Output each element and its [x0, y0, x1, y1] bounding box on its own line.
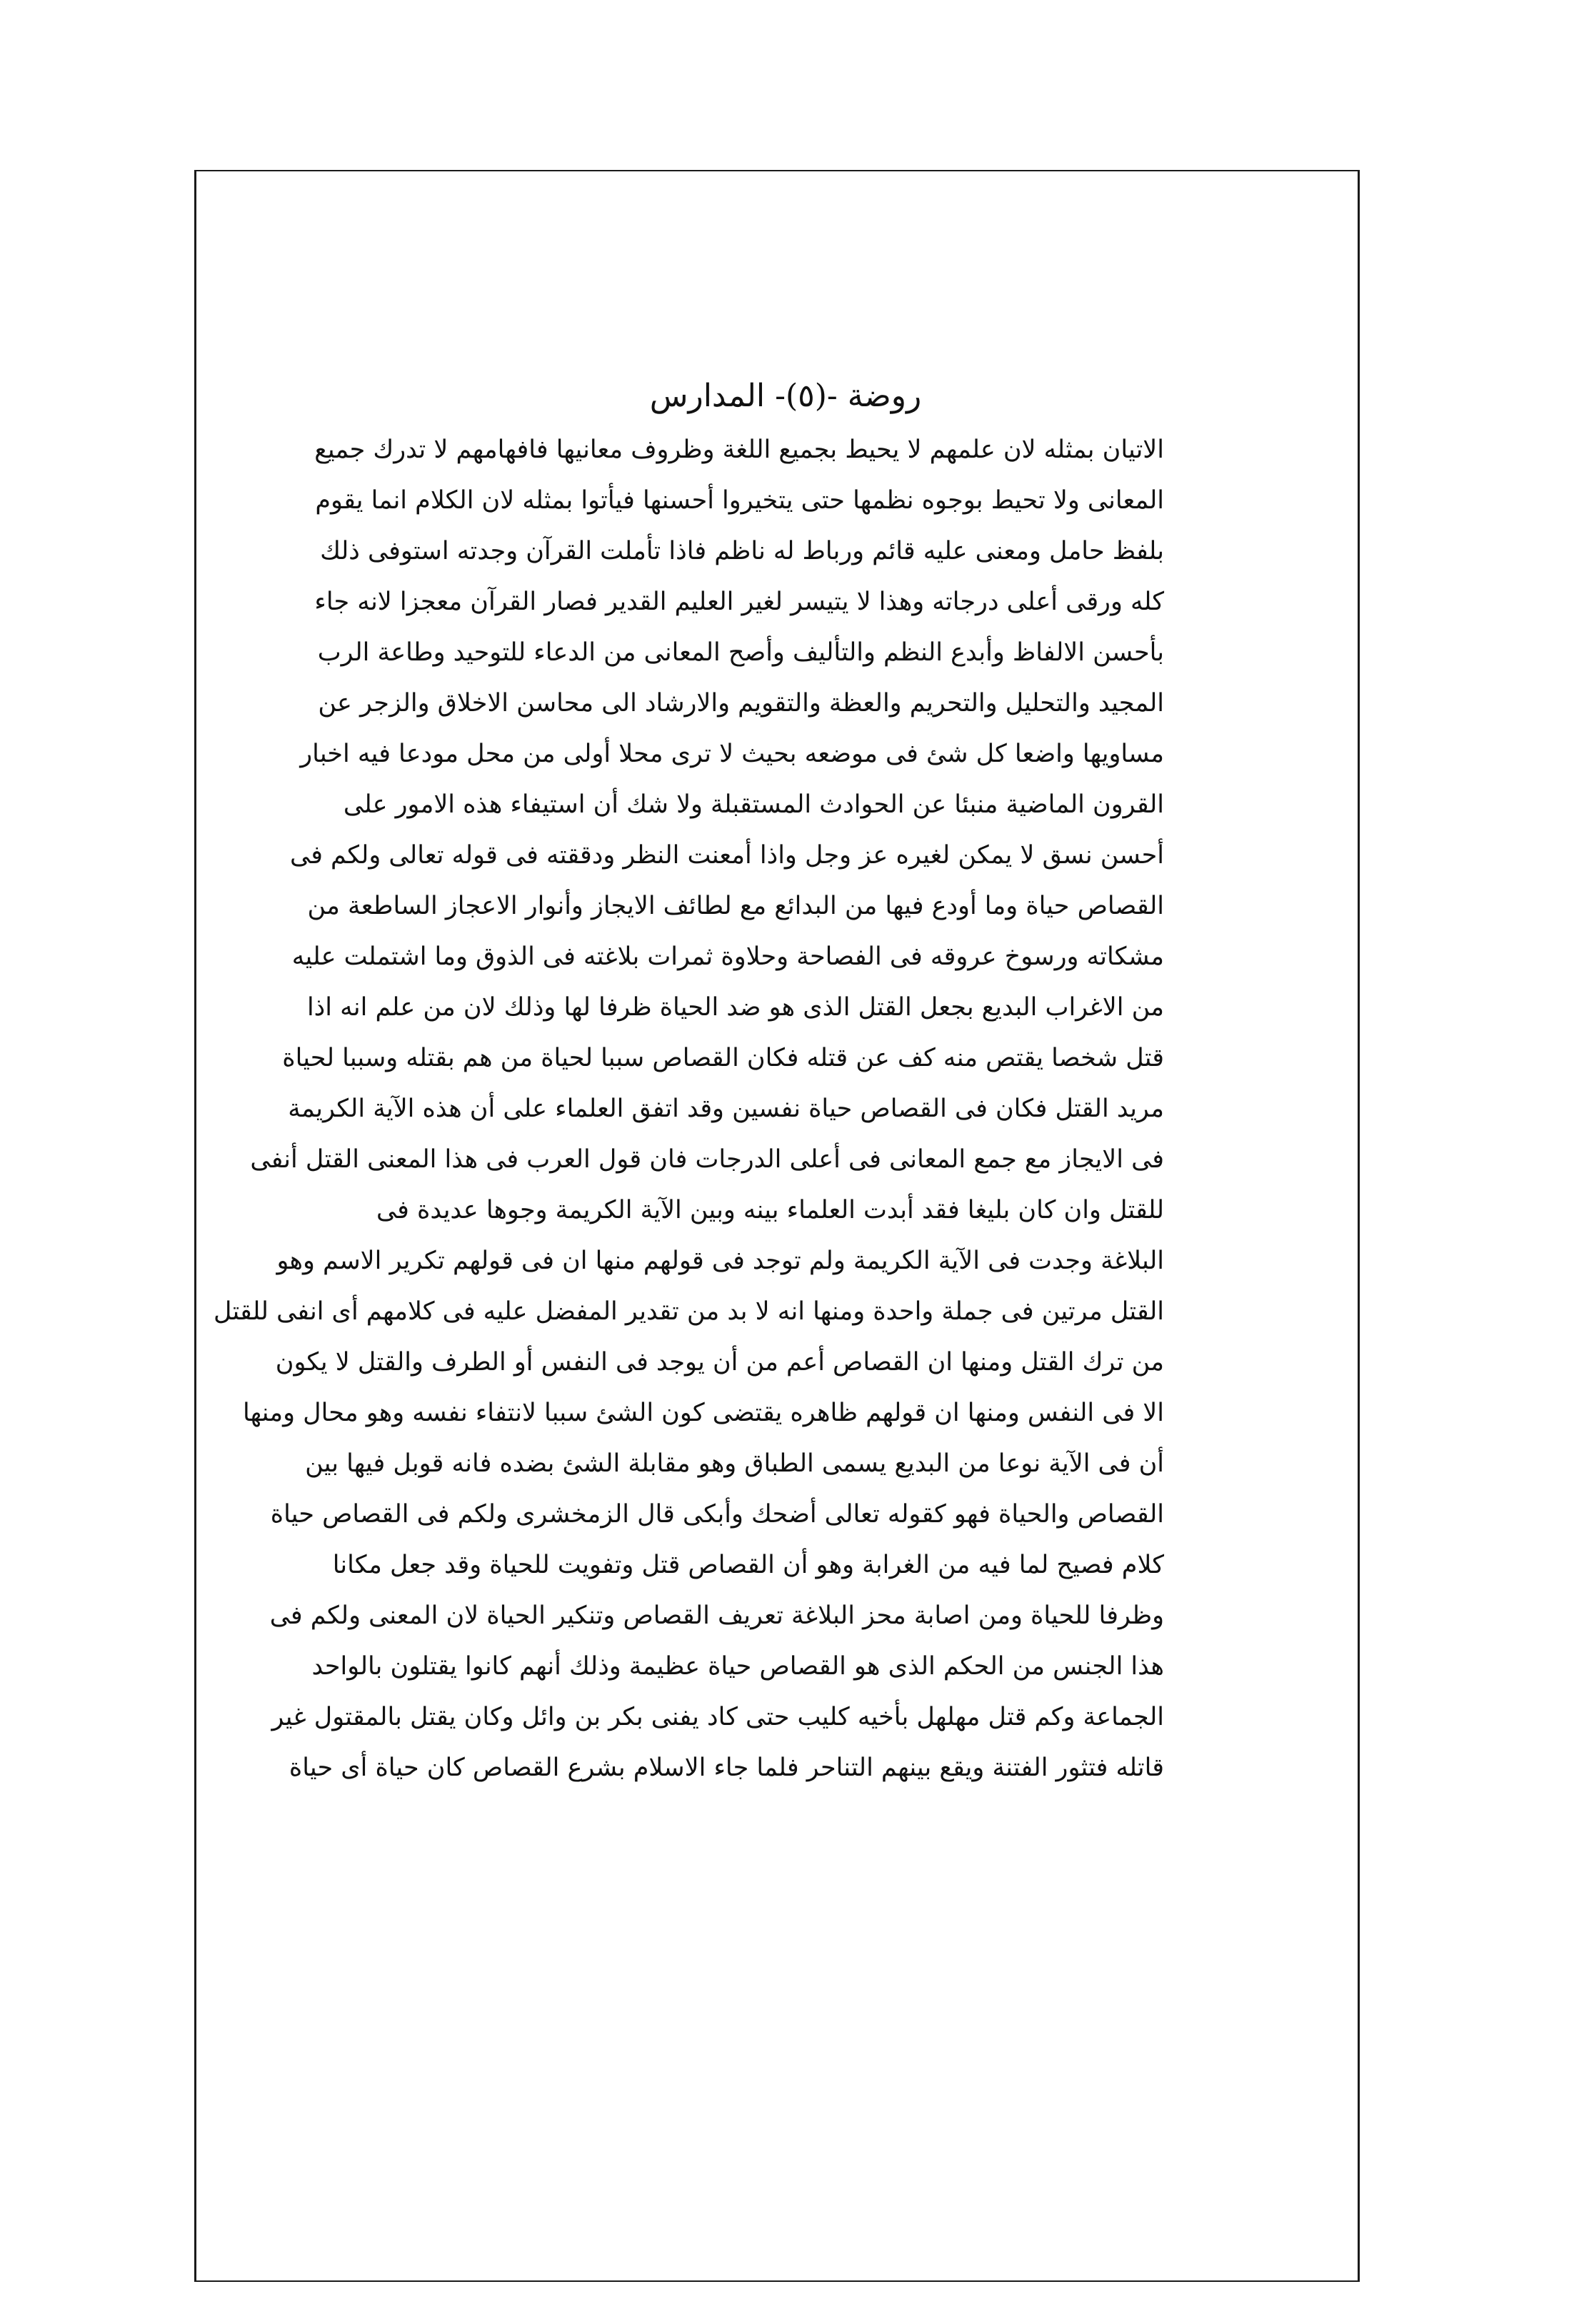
page-header: روضة -(٥)- المدارس	[649, 378, 922, 414]
text-line: الا فى النفس ومنها ان قولهم ظاهره يقتضى كون الشئ سببا لانتفاء نفسه وهو محال ومنها	[243, 1399, 1164, 1427]
text-line: كله ورقى أعلى درجاته وهذا لا يتيسر لغير العليم القدير فصار القرآن معجزا لانه جاء	[314, 588, 1164, 616]
text-line: القصاص والحياة فهو كقوله تعالى أضحك وأبكى قال الزمخشرى ولكم فى القصاص حياة	[270, 1500, 1164, 1529]
text-line: مريد القتل فكان فى القصاص حياة نفسين وقد اتفق العلماء على أن هذه الآية الكريمة	[288, 1095, 1164, 1123]
text-line: البلاغة وجدت فى الآية الكريمة ولم توجد فى قولهم منها ان فى قولهم تكرير الاسم وهو	[276, 1247, 1164, 1275]
text-line: وظرفا للحياة ومن اصابة محز البلاغة تعريف القصاص وتنكير الحياة لان المعنى ولكم فى	[269, 1601, 1164, 1630]
text-line: القصاص حياة وما أودع فيها من البدائع مع لطائف الايجاز وأنوار الاعجاز الساطعة من	[307, 892, 1164, 920]
text-line: من الاغراب البديع بجعل القتل الذى هو ضد الحياة ظرفا لها وذلك لان من علم انه اذا	[306, 993, 1164, 1022]
text-line: كلام فصيح لما فيه من الغرابة وهو أن القصاص قتل وتفويت للحياة وقد جعل مكانا	[332, 1551, 1164, 1579]
text-line: الاتيان بمثله لان علمهم لا يحيط بجميع اللغة وظروف معانيها فافهامهم لا تدرك جميع	[314, 436, 1164, 464]
text-line: للقتل وان كان بليغا فقد أبدت العلماء بينه وبين الآية الكريمة وجوها عديدة فى	[376, 1196, 1164, 1224]
text-line: مشكاته ورسوخ عروقه فى الفصاحة وحلاوة ثمرات بلاغته فى الذوق وما اشتملت عليه	[291, 942, 1164, 971]
text-line: هذا الجنس من الحكم الذى هو القصاص حياة عظيمة وذلك أنهم كانوا يقتلون بالواحد	[311, 1652, 1164, 1681]
text-line: أن فى الآية نوعا من البديع يسمى الطباق وهو مقابلة الشئ بضده فانه قوبل فيها بين	[305, 1449, 1164, 1478]
text-line: فى الايجاز مع جمع المعانى فى أعلى الدرجات فان قول العرب فى هذا المعنى القتل أنفى	[250, 1145, 1164, 1174]
text-line: من ترك القتل ومنها ان القصاص أعم من أن يوجد فى النفس أو الطرف والقتل لا يكون	[275, 1348, 1164, 1377]
text-line: بأحسن الالفاظ وأبدع النظم والتأليف وأصح المعانى من الدعاء للتوحيد وطاعة الرب	[317, 638, 1164, 667]
text-line: القرون الماضية منبئا عن الحوادث المستقبلة ولا شك أن استيفاء هذه الامور على	[343, 790, 1164, 819]
text-line: مساويها واضعا كل شئ فى موضعه بحيث لا ترى محلا أولى من محل مودعا فيه اخبار	[300, 740, 1164, 768]
text-line: بلفظ حامل ومعنى عليه قائم ورباط له ناظم فاذا تأملت القرآن وجدته استوفى ذلك	[320, 537, 1164, 565]
text-line: أحسن نسق لا يمكن لغيره عز وجل واذا أمعنت النظر ودققته فى قوله تعالى ولكم فى	[290, 841, 1164, 870]
body-text	[213, 425, 1164, 1794]
text-line: قاتله فتثور الفتنة ويقع بينهم التناحر فلما جاء الاسلام بشرع القصاص كان حياة أى حياة	[289, 1754, 1164, 1782]
text-line: القتل مرتين فى جملة واحدة ومنها انه لا بد من تقدير المفضل عليه فى كلامهم أى انفى للقتل	[213, 1297, 1164, 1326]
text-line: الجماعة وكم قتل مهلهل بأخيه كليب حتى كاد يفنى بكر بن وائل وكان يقتل بالمقتول غير	[271, 1703, 1164, 1731]
text-line: قتل شخصا يقتص منه كف عن قتله فكان القصاص سببا لحياة من هم بقتله وسببا لحياة	[282, 1044, 1164, 1072]
text-line: المجيد والتحليل والتحريم والعظة والتقويم والارشاد الى محاسن الاخلاق والزجر عن	[318, 689, 1164, 718]
text-line: المعانى ولا تحيط بوجوه نظمها حتى يتخيروا أحسنها فيأتوا بمثله لان الكلام انما يقوم	[315, 486, 1164, 515]
